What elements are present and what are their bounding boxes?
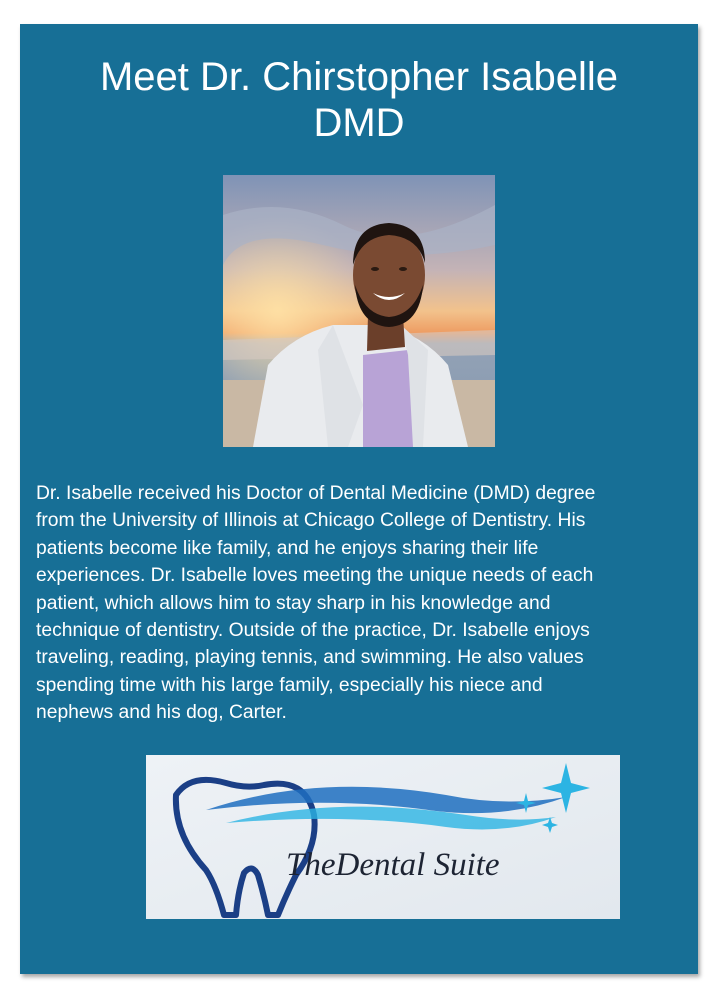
bio-line: spending time with his large family, especially his niece and <box>36 674 543 696</box>
title-line-2: DMD <box>313 101 405 145</box>
bio-line: traveling, reading, playing tennis, and swimming. He also values <box>36 647 584 669</box>
bio-line: from the University of Illinois at Chicago College of Dentistry. His <box>36 510 586 532</box>
dental-suite-logo <box>146 755 620 919</box>
bio-line: patients become like family, and he enjoys sharing their life <box>36 537 539 559</box>
bio-line: experiences. Dr. Isabelle loves meeting the unique needs of each <box>36 565 594 587</box>
bio-line: technique of dentistry. Outside of the practice, Dr. Isabelle enjoys <box>36 620 590 642</box>
page-title <box>20 54 698 146</box>
bio-paragraph <box>36 480 686 727</box>
bio-line: patient, which allows him to stay sharp in his knowledge and <box>36 592 551 614</box>
bio-line: nephews and his dog, Carter. <box>36 702 287 724</box>
logo-text: TheDental Suite <box>286 847 500 883</box>
flyer-page <box>20 24 698 974</box>
bio-line: Dr. Isabelle received his Doctor of Dental Medicine (DMD) degree <box>36 483 596 504</box>
doctor-photo <box>223 175 495 447</box>
title-line-1: Meet Dr. Chirstopher Isabelle <box>99 55 618 99</box>
